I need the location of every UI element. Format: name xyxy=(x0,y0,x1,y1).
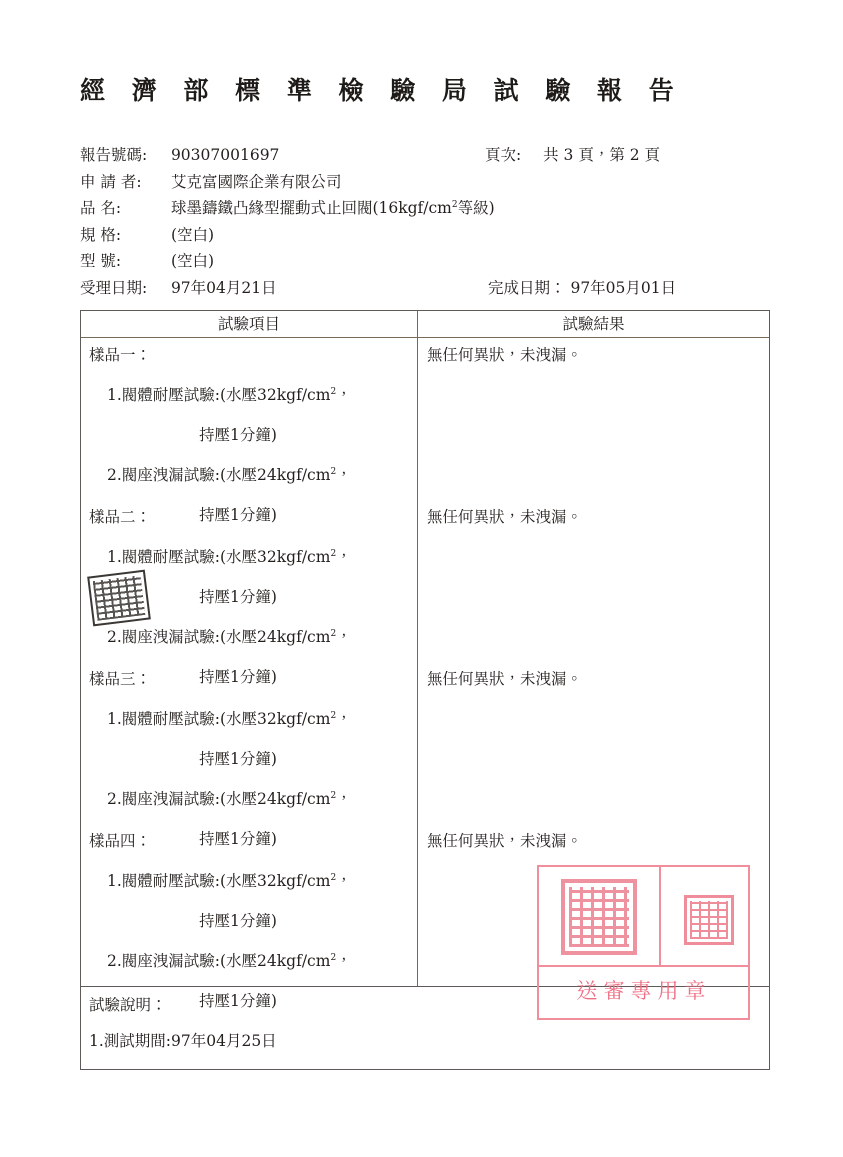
product-value-pre: 球墨鑄鐵凸緣型擺動式止回閥(16kgf/cm xyxy=(170,199,452,217)
test-item-line: 持壓1分鐘) xyxy=(199,506,277,524)
completed-date xyxy=(488,275,676,302)
unit-superscript: 2 xyxy=(330,548,337,559)
test-item-text: 1.閥體耐壓試驗:(水壓32kgf/cm xyxy=(107,548,331,566)
ink-stamp-seal xyxy=(87,570,151,627)
unit-superscript: 2 xyxy=(330,872,337,883)
table-header-row xyxy=(81,311,769,338)
comma: ， xyxy=(336,872,352,890)
comma: ， xyxy=(336,466,352,484)
applicant-label: 申 請 者: xyxy=(80,172,142,191)
test-results-table xyxy=(80,310,770,1070)
sample-label: 樣品一： xyxy=(89,346,152,364)
unit-superscript: 2 xyxy=(330,710,337,721)
comma: ， xyxy=(336,952,352,970)
product-value xyxy=(171,195,495,222)
received-date-value: 97年04月21日 xyxy=(170,278,277,297)
test-result-value: 無任何異狀，未洩漏。 xyxy=(427,832,583,850)
test-item-line: 持壓1分鐘) xyxy=(199,830,277,848)
test-item-line xyxy=(107,787,352,809)
test-item-line: 持壓1分鐘) xyxy=(199,668,277,686)
product-value-superscript: 2 xyxy=(451,199,458,210)
page-title: 經 濟 部 標 準 檢 驗 局 試 驗 報 告 xyxy=(80,76,683,105)
test-item-line: 持壓1分鐘) xyxy=(199,912,277,930)
notes-line: 1.測試期間:97年04月25日 xyxy=(89,1032,277,1050)
test-item-text: 2.閥座洩漏試驗:(水壓24kgf/cm xyxy=(107,628,331,646)
report-no-label: 報告號碼: xyxy=(80,146,148,164)
test-item-line: 持壓1分鐘) xyxy=(199,750,277,768)
unit-superscript: 2 xyxy=(330,952,337,963)
unit-superscript: 2 xyxy=(330,466,337,477)
report-header xyxy=(80,142,780,301)
test-item-line: 持壓1分鐘) xyxy=(199,992,277,1010)
sample-label: 樣品三： xyxy=(89,670,152,688)
comma: ， xyxy=(336,710,352,728)
test-item-text: 1.閥體耐壓試驗:(水壓32kgf/cm xyxy=(107,710,331,728)
test-item-line xyxy=(107,625,352,647)
sample-label: 樣品二： xyxy=(89,508,152,526)
applicant-value: 艾克富國際企業有限公司 xyxy=(170,172,342,191)
model-label: 型 號: xyxy=(80,252,122,270)
product-value-post: 等級) xyxy=(457,199,495,217)
test-item-line: 持壓1分鐘) xyxy=(199,426,277,444)
test-item-line xyxy=(107,463,352,485)
page-info xyxy=(485,142,660,169)
test-result-value: 無任何異狀，未洩漏。 xyxy=(427,670,583,688)
column-header-test-result: 試驗結果 xyxy=(562,315,625,333)
header-row-report-no xyxy=(80,142,780,169)
notes-title: 試驗說明： xyxy=(89,996,167,1014)
report-no-value: 90307001697 xyxy=(170,146,280,164)
test-item-line xyxy=(107,707,352,729)
submission-seal-caption: 送審專用章 xyxy=(576,979,712,1003)
spec-value: (空白) xyxy=(170,225,215,244)
spec-label: 規 格: xyxy=(80,225,122,244)
comma: ， xyxy=(336,386,352,404)
completed-date-value: 97年05月01日 xyxy=(570,278,677,297)
test-item-text: 1.閥體耐壓試驗:(水壓32kgf/cm xyxy=(107,386,331,404)
test-item-line xyxy=(107,545,352,567)
test-item-line xyxy=(107,383,352,405)
header-row-product xyxy=(80,195,780,222)
received-date-label: 受理日期: xyxy=(80,278,148,297)
page-value: 共 3 頁，第 2 頁 xyxy=(543,146,661,164)
test-item-line xyxy=(107,949,352,971)
comma: ， xyxy=(336,548,352,566)
test-notes-row xyxy=(81,986,769,1069)
unit-superscript: 2 xyxy=(330,790,337,801)
test-results-column xyxy=(418,338,769,986)
unit-superscript: 2 xyxy=(330,386,337,397)
unit-superscript: 2 xyxy=(330,628,337,639)
header-row-spec xyxy=(80,222,780,249)
header-row-model xyxy=(80,248,780,275)
test-item-text: 2.閥座洩漏試驗:(水壓24kgf/cm xyxy=(107,466,331,484)
test-item-text: 2.閥座洩漏試驗:(水壓24kgf/cm xyxy=(107,952,331,970)
page-label: 頁次: xyxy=(485,146,522,164)
column-header-test-item: 試驗項目 xyxy=(81,311,418,337)
test-item-text: 1.閥體耐壓試驗:(水壓32kgf/cm xyxy=(107,872,331,890)
test-result-value: 無任何異狀，未洩漏。 xyxy=(427,508,583,526)
product-label: 品 名: xyxy=(80,199,122,217)
test-item-line: 持壓1分鐘) xyxy=(199,588,277,606)
test-item-text: 2.閥座洩漏試驗:(水壓24kgf/cm xyxy=(107,790,331,808)
test-item-line xyxy=(107,869,352,891)
completed-date-label: 完成日期： xyxy=(488,278,566,297)
comma: ， xyxy=(336,628,352,646)
comma: ， xyxy=(336,790,352,808)
test-result-value: 無任何異狀，未洩漏。 xyxy=(427,346,583,364)
header-row-dates xyxy=(80,275,780,302)
sample-label: 樣品四： xyxy=(89,832,152,850)
header-row-applicant xyxy=(80,169,780,196)
model-value: (空白) xyxy=(170,252,215,270)
